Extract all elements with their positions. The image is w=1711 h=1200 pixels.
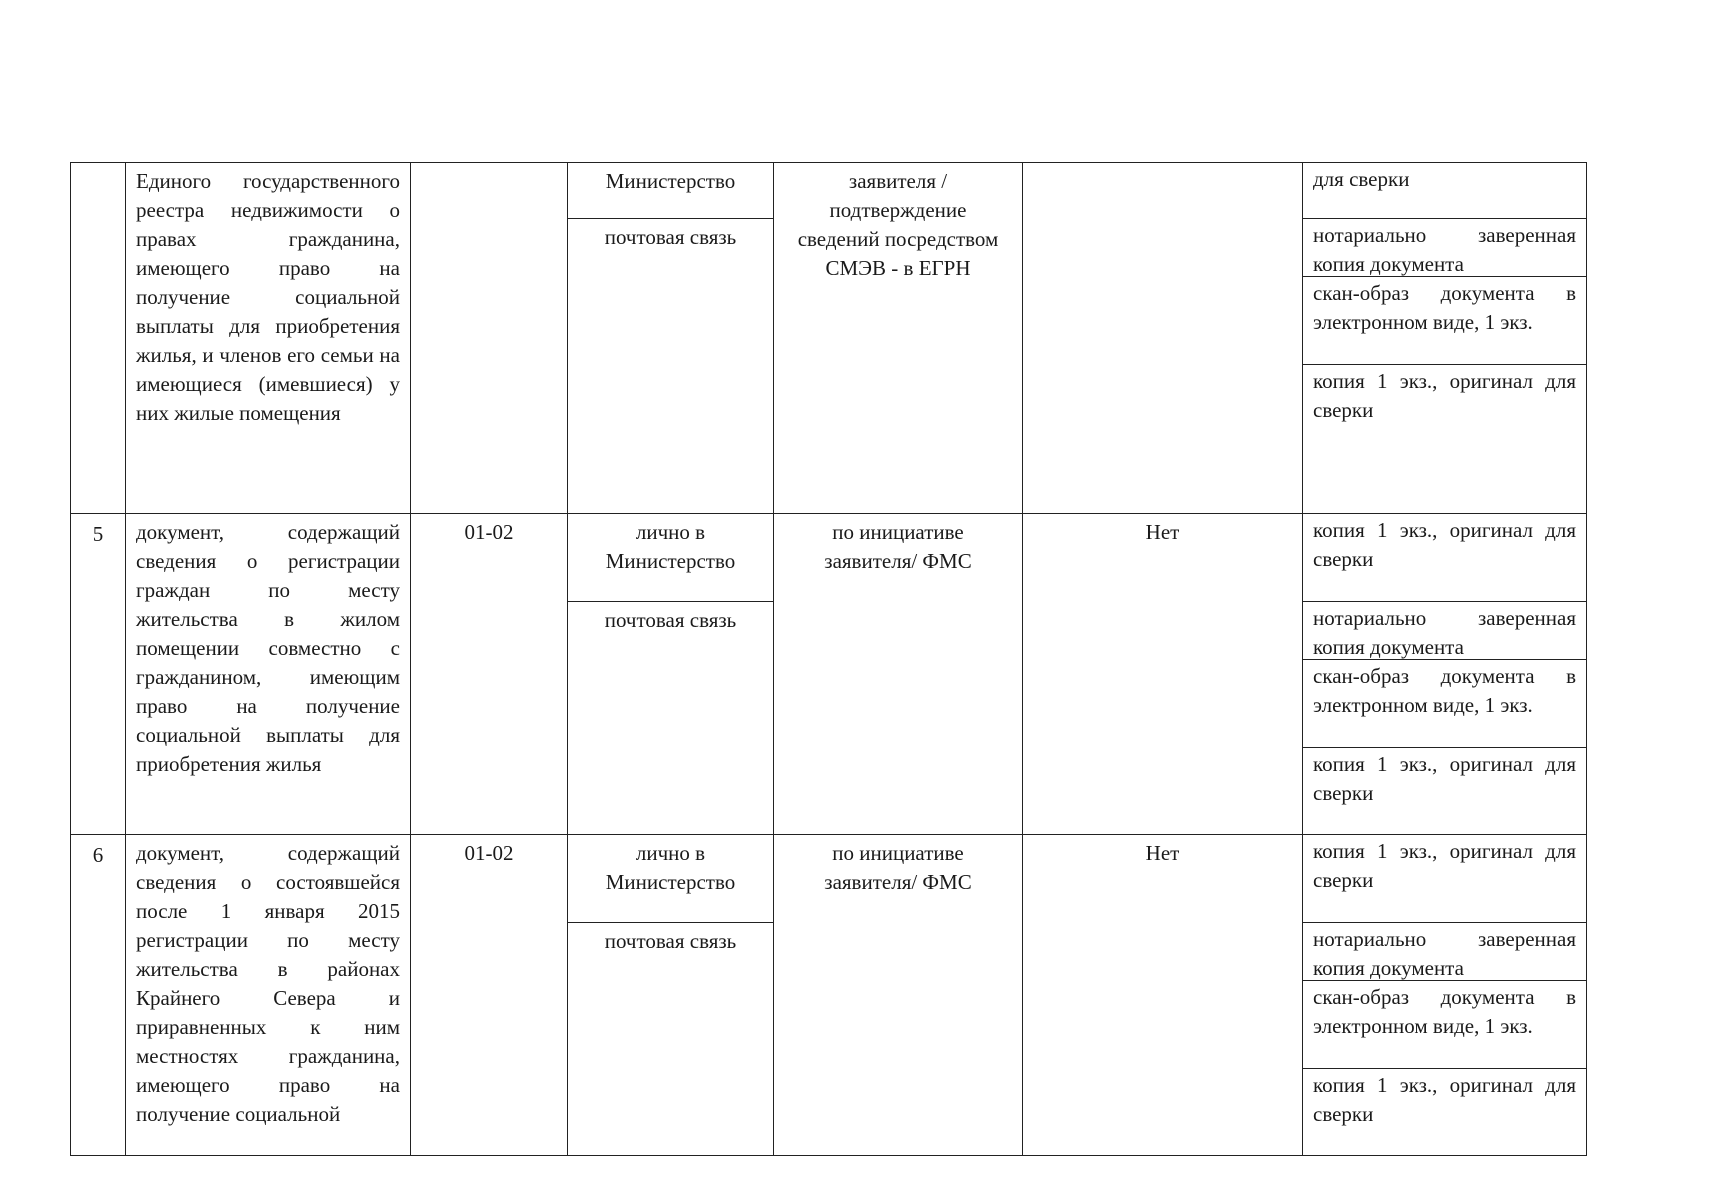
requirements-cell [1303, 514, 1587, 835]
document-name: документ, содержащий сведения о регистрации граждан по месту жительства в жилом помещении совместно с гражданином, имеющим право на получение социальной выплаты для приобретения жилья [126, 514, 411, 835]
flag-cell [1023, 163, 1303, 514]
submission-methods [568, 514, 774, 835]
requirements-cell [1303, 835, 1587, 1156]
submission-methods [568, 163, 774, 514]
table-row [71, 163, 1587, 514]
table-row [71, 514, 1587, 835]
document-code: 01-02 [411, 835, 568, 1156]
requirement-item: скан-образ документа в электронном виде, 1 экз. [1303, 277, 1586, 365]
row-number: 6 [71, 835, 126, 1156]
requirement-item: копия 1 экз., оригинал для сверки [1303, 514, 1586, 602]
flag-cell: Нет [1023, 514, 1303, 835]
documents-table [70, 162, 1587, 1156]
requirement-item: копия 1 экз., оригинал для сверки [1313, 752, 1576, 805]
initiative-cell: по инициативе заявителя/ ФМС [774, 514, 1023, 835]
method-item: почтовая связь [604, 225, 737, 249]
document-name: документ, содержащий сведения о состоявшейся после 1 января 2015 регистрации по месту жительства в районах Крайнего Севера и приравненных к ним местностях гражданина, имеющего право на получение социальной [126, 835, 411, 1156]
requirement-item: копия 1 экз., оригинал для сверки [1313, 1073, 1576, 1126]
requirement-item: нотариально заверенная копия документа [1303, 602, 1586, 660]
method-item: почтовая связь [604, 608, 737, 632]
submission-methods [568, 835, 774, 1156]
initiative-cell: по инициативе заявителя/ ФМС [774, 835, 1023, 1156]
initiative-cell: заявителя /подтверждение сведений посредством СМЭВ - в ЕГРН [774, 163, 1023, 514]
table-row [71, 835, 1587, 1156]
method-item: лично в Министерство [568, 835, 773, 923]
row-number: 5 [71, 514, 126, 835]
requirement-item: копия 1 экз., оригинал для сверки [1313, 369, 1576, 422]
document-name: Единого государственного реестра недвижимости о правах гражданина, имеющего право на получение социальной выплаты для приобретения жилья, и членов его семьи на имеющиеся (имевшиеся) у них жилые помещения [126, 163, 411, 514]
method-item: Министерство [568, 163, 773, 219]
method-item: почтовая связь [604, 929, 737, 953]
requirement-item: скан-образ документа в электронном виде, 1 экз. [1303, 660, 1586, 748]
requirement-item: нотариально заверенная копия документа [1303, 923, 1586, 981]
requirement-item: скан-образ документа в электронном виде, 1 экз. [1303, 981, 1586, 1069]
document-code: 01-02 [411, 514, 568, 835]
requirement-item: для сверки [1303, 163, 1586, 219]
requirements-cell [1303, 163, 1587, 514]
flag-cell: Нет [1023, 835, 1303, 1156]
method-item: лично в Министерство [568, 514, 773, 602]
row-number [71, 163, 126, 514]
requirement-item: нотариально заверенная копия документа [1303, 219, 1586, 277]
document-code [411, 163, 568, 514]
requirement-item: копия 1 экз., оригинал для сверки [1303, 835, 1586, 923]
